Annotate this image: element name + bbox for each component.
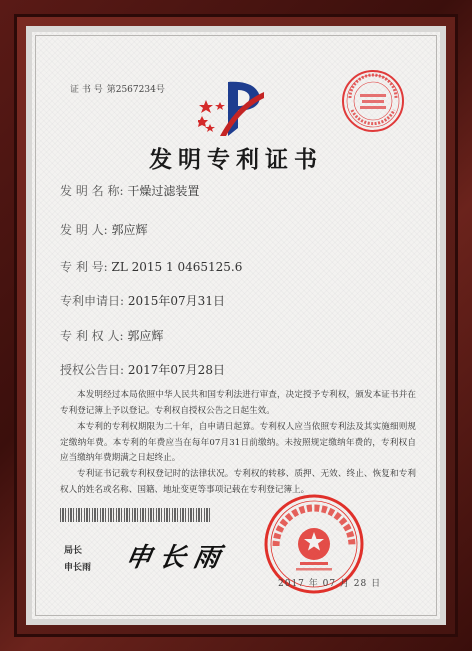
field-label: 发 明 名 称: — [60, 184, 124, 198]
field-label: 专 利 号: — [60, 260, 108, 274]
field-value: 干燥过滤装置 — [127, 184, 200, 198]
certificate-paragraph-1: 本发明经过本局依照中华人民共和国专利法进行审查，决定授予专利权，颁发本证书并在专利登记簿上予以登记。专利权自授权公告之日起生效。 — [60, 390, 416, 416]
certificate-number-label: 证 书 号 — [70, 85, 103, 95]
director-title-label: 局长 — [64, 546, 83, 556]
certificate-paragraph-2: 本专利的专利权期限为二十年，自申请日起算。专利权人应当依照专利法及其实施细则规定缴纳年费。本专利的年费应当在每年07月31日前缴纳。未按照规定缴纳年费的，专利权自应当缴纳年费期满之日起终止。 — [60, 422, 416, 463]
issue-date: 2017 年 07 月 28 日 — [278, 579, 382, 589]
field-value: ZL 2015 1 0465125.6 — [111, 260, 243, 274]
field-inventor — [60, 221, 148, 238]
field-value: 2017年07月28日 — [127, 363, 225, 377]
director-name-label: 申长雨 — [64, 563, 92, 573]
field-grant-date — [60, 361, 225, 378]
patent-office-logo-icon — [198, 78, 268, 140]
certificate-title: 发明专利证书 — [149, 146, 323, 173]
field-value: 郭应辉 — [111, 223, 148, 237]
field-label: 专利申请日: — [60, 294, 125, 308]
field-application-date — [60, 292, 225, 309]
field-patentee — [60, 327, 163, 344]
field-invention-name — [60, 182, 199, 199]
field-value: 郭应辉 — [127, 329, 164, 343]
field-patent-number — [60, 258, 242, 275]
field-value: 2015年07月31日 — [127, 294, 225, 308]
certificate-number-value: 第2567234号 — [106, 85, 165, 95]
field-label: 发 明 人: — [60, 223, 108, 237]
barcode-icon — [60, 508, 210, 522]
certificate-number — [70, 82, 165, 95]
director-signature: 申长雨 — [122, 543, 231, 573]
field-label: 专 利 权 人: — [60, 329, 124, 343]
certificate-paragraph-3: 专利证书记载专利权登记时的法律状况。专利权的转移、质押、无效、终止、恢复和专利权人的姓名或名称、国籍、地址变更等事项记载在专利登记簿上。 — [60, 469, 416, 495]
official-seal-top-icon — [340, 68, 406, 134]
field-label: 授权公告日: — [60, 363, 125, 377]
